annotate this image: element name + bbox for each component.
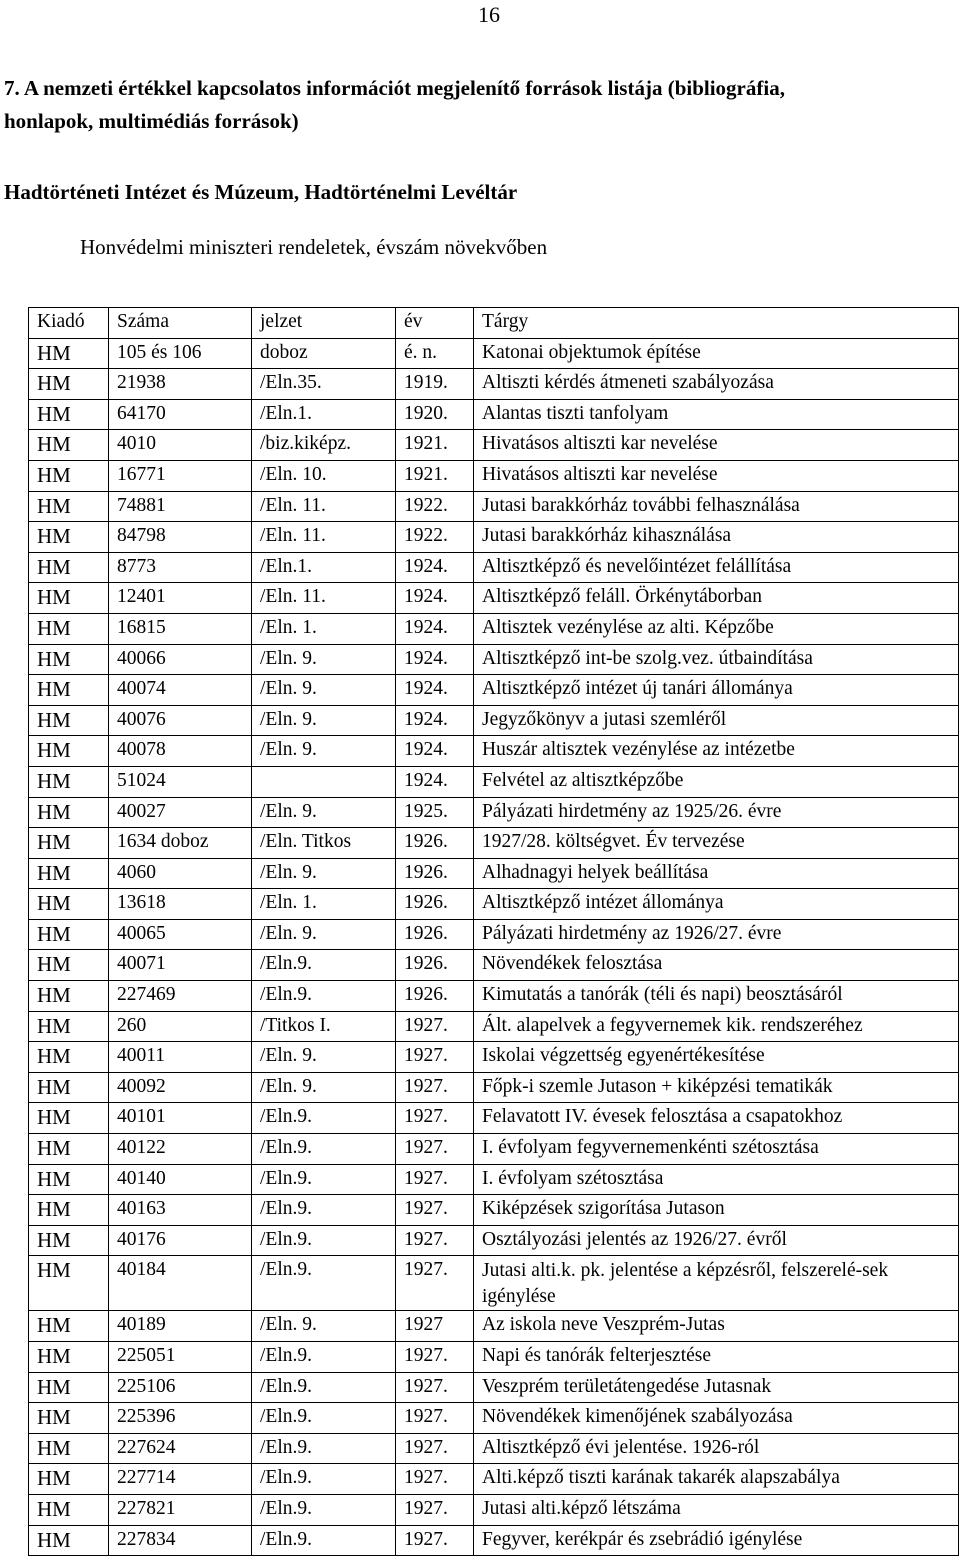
cell-targy: Pályázati hirdetmény az 1926/27. évre: [474, 919, 959, 950]
cell-szama: 51024: [109, 766, 252, 797]
cell-ev: 1927.: [396, 1164, 474, 1195]
cell-targy: Az iskola neve Veszprém-Jutas: [474, 1311, 959, 1342]
header-szama: Száma: [109, 308, 252, 339]
cell-jelzet: /Eln.9.: [252, 1164, 396, 1195]
cell-targy: Altisztképző int-be szolg.vez. útbaindítása: [474, 644, 959, 675]
cell-ev: 1924.: [396, 644, 474, 675]
cell-jelzet: /Eln. 9.: [252, 797, 396, 828]
cell-kiado: HM: [29, 1494, 109, 1525]
cell-ev: 1926.: [396, 981, 474, 1012]
cell-kiado: HM: [29, 1372, 109, 1403]
cell-szama: 227714: [109, 1464, 252, 1495]
cell-targy: Hivatásos altiszti kar nevelése: [474, 430, 959, 461]
cell-jelzet: /Eln.35.: [252, 369, 396, 400]
cell-ev: 1921.: [396, 460, 474, 491]
cell-targy: Altisztképző és nevelőintézet felállítása: [474, 552, 959, 583]
cell-szama: 21938: [109, 369, 252, 400]
table-row: [29, 1494, 959, 1525]
cell-szama: 225051: [109, 1342, 252, 1373]
cell-targy: Altisztképző intézet új tanári állománya: [474, 675, 959, 706]
cell-targy: Jutasi alti.k. pk. jelentése a képzésről, felszerelé-sek igénylése: [474, 1256, 959, 1311]
cell-jelzet: /Eln.9.: [252, 1403, 396, 1434]
table-row: [29, 1072, 959, 1103]
cell-ev: 1924.: [396, 552, 474, 583]
table-row: [29, 1403, 959, 1434]
cell-targy: Iskolai végzettség egyenértékesítése: [474, 1042, 959, 1073]
table-row: [29, 399, 959, 430]
cell-targy: I. évfolyam fegyvernemenkénti szétosztása: [474, 1134, 959, 1165]
cell-kiado: HM: [29, 1164, 109, 1195]
cell-kiado: HM: [29, 797, 109, 828]
cell-szama: 227834: [109, 1525, 252, 1556]
cell-kiado: HM: [29, 1103, 109, 1134]
cell-targy: Növendékek kimenőjének szabályozása: [474, 1403, 959, 1434]
header-targy: Tárgy: [474, 308, 959, 339]
cell-szama: 40101: [109, 1103, 252, 1134]
cell-ev: é. n.: [396, 338, 474, 369]
cell-szama: 225396: [109, 1403, 252, 1434]
cell-kiado: HM: [29, 644, 109, 675]
table-row: [29, 1464, 959, 1495]
cell-kiado: HM: [29, 369, 109, 400]
cell-kiado: HM: [29, 552, 109, 583]
cell-jelzet: /Eln.9.: [252, 1494, 396, 1525]
table-row: [29, 491, 959, 522]
cell-szama: 40078: [109, 736, 252, 767]
cell-kiado: HM: [29, 522, 109, 553]
cell-ev: 1926.: [396, 950, 474, 981]
cell-kiado: HM: [29, 705, 109, 736]
cell-ev: 1927: [396, 1311, 474, 1342]
cell-kiado: HM: [29, 1134, 109, 1165]
cell-kiado: HM: [29, 950, 109, 981]
cell-kiado: HM: [29, 675, 109, 706]
cell-szama: 64170: [109, 399, 252, 430]
cell-ev: 1924.: [396, 583, 474, 614]
table-row: [29, 1164, 959, 1195]
cell-ev: 1927.: [396, 1494, 474, 1525]
cell-szama: 84798: [109, 522, 252, 553]
cell-ev: 1922.: [396, 491, 474, 522]
cell-kiado: HM: [29, 1011, 109, 1042]
cell-kiado: HM: [29, 583, 109, 614]
table-row: [29, 338, 959, 369]
cell-jelzet: /Eln. 9.: [252, 1072, 396, 1103]
cell-ev: 1920.: [396, 399, 474, 430]
cell-targy: Kiképzések szigorítása Jutason: [474, 1195, 959, 1226]
table-row: [29, 613, 959, 644]
cell-kiado: HM: [29, 430, 109, 461]
cell-jelzet: /Eln.9.: [252, 1342, 396, 1373]
section-heading-line-1: 7. A nemzeti értékkel kapcsolatos információt megjelenítő források listája (bibliográfia,: [4, 76, 785, 100]
cell-jelzet: /Eln. 9.: [252, 858, 396, 889]
cell-szama: 4060: [109, 858, 252, 889]
table-row: [29, 644, 959, 675]
cell-szama: 13618: [109, 889, 252, 920]
cell-kiado: HM: [29, 889, 109, 920]
cell-targy: Jegyzőkönyv a jutasi szemléről: [474, 705, 959, 736]
cell-jelzet: /Eln.9.: [252, 1525, 396, 1556]
table-header-row: [29, 308, 959, 339]
table-row: [29, 522, 959, 553]
cell-kiado: HM: [29, 828, 109, 859]
cell-ev: 1927.: [396, 1525, 474, 1556]
cell-targy: Jutasi barakkórház további felhasználása: [474, 491, 959, 522]
cell-ev: 1924.: [396, 766, 474, 797]
cell-szama: 40122: [109, 1134, 252, 1165]
cell-targy: Altiszti kérdés átmeneti szabályozása: [474, 369, 959, 400]
header-kiado: Kiadó: [29, 308, 109, 339]
cell-kiado: HM: [29, 1433, 109, 1464]
table-caption: Honvédelmi miniszteri rendeletek, évszám növekvőben: [80, 235, 548, 259]
cell-jelzet: /Eln. 1.: [252, 613, 396, 644]
cell-ev: 1922.: [396, 522, 474, 553]
cell-kiado: HM: [29, 766, 109, 797]
cell-szama: 4010: [109, 430, 252, 461]
decree-table: [28, 307, 959, 1556]
cell-targy: Hivatásos altiszti kar nevelése: [474, 460, 959, 491]
table-row: [29, 1372, 959, 1403]
table-row: [29, 430, 959, 461]
cell-jelzet: /Eln. 11.: [252, 522, 396, 553]
table-row: [29, 1225, 959, 1256]
cell-jelzet: /Eln. 9.: [252, 1042, 396, 1073]
cell-ev: 1927.: [396, 1011, 474, 1042]
cell-targy: Növendékek felosztása: [474, 950, 959, 981]
cell-szama: 227469: [109, 981, 252, 1012]
cell-jelzet: /Eln.9.: [252, 1103, 396, 1134]
cell-ev: 1924.: [396, 675, 474, 706]
cell-jelzet: /Eln. 9.: [252, 705, 396, 736]
cell-targy: Kimutatás a tanórák (téli és napi) beosztásáról: [474, 981, 959, 1012]
cell-targy: I. évfolyam szétosztása: [474, 1164, 959, 1195]
cell-ev: 1927.: [396, 1433, 474, 1464]
cell-jelzet: /Eln. 9.: [252, 644, 396, 675]
cell-szama: 40184: [109, 1256, 252, 1311]
cell-jelzet: /Eln. Titkos: [252, 828, 396, 859]
cell-jelzet: /Eln.9.: [252, 1464, 396, 1495]
table-row: [29, 950, 959, 981]
cell-targy: Huszár altisztek vezénylése az intézetbe: [474, 736, 959, 767]
table-row: [29, 1256, 959, 1311]
cell-ev: 1927.: [396, 1134, 474, 1165]
cell-szama: 227624: [109, 1433, 252, 1464]
cell-jelzet: /Eln.9.: [252, 1256, 396, 1311]
cell-targy: Alantas tiszti tanfolyam: [474, 399, 959, 430]
cell-szama: 227821: [109, 1494, 252, 1525]
cell-jelzet: /Eln. 9.: [252, 675, 396, 706]
cell-jelzet: /Eln.1.: [252, 399, 396, 430]
cell-szama: 12401: [109, 583, 252, 614]
cell-ev: 1926.: [396, 858, 474, 889]
cell-jelzet: /Eln. 10.: [252, 460, 396, 491]
header-jelzet: jelzet: [252, 308, 396, 339]
cell-targy: Napi és tanórák felterjesztése: [474, 1342, 959, 1373]
cell-ev: 1925.: [396, 797, 474, 828]
cell-ev: 1927.: [396, 1103, 474, 1134]
header-ev: év: [396, 308, 474, 339]
cell-szama: 260: [109, 1011, 252, 1042]
cell-szama: 40065: [109, 919, 252, 950]
cell-szama: 40076: [109, 705, 252, 736]
cell-szama: 105 és 106: [109, 338, 252, 369]
table-row: [29, 766, 959, 797]
cell-targy: Pályázati hirdetmény az 1925/26. évre: [474, 797, 959, 828]
cell-targy: Alti.képző tiszti karának takarék alapszabálya: [474, 1464, 959, 1495]
cell-jelzet: /Eln.9.: [252, 1225, 396, 1256]
cell-targy: Felvétel az altisztképzőbe: [474, 766, 959, 797]
table-row: [29, 1433, 959, 1464]
cell-jelzet: /Eln.9.: [252, 1134, 396, 1165]
cell-kiado: HM: [29, 1464, 109, 1495]
cell-jelzet: /Eln.9.: [252, 1195, 396, 1226]
cell-targy: Osztályozási jelentés az 1926/27. évről: [474, 1225, 959, 1256]
cell-jelzet: /Eln. 9.: [252, 1311, 396, 1342]
cell-kiado: HM: [29, 1072, 109, 1103]
cell-targy: Altisztek vezénylése az alti. Képzőbe: [474, 613, 959, 644]
cell-targy: Főpk-i szemle Jutason + kiképzési tematikák: [474, 1072, 959, 1103]
cell-ev: 1926.: [396, 889, 474, 920]
cell-kiado: HM: [29, 338, 109, 369]
cell-szama: 40066: [109, 644, 252, 675]
table-row: [29, 1134, 959, 1165]
cell-szama: 40027: [109, 797, 252, 828]
cell-kiado: HM: [29, 981, 109, 1012]
table-row: [29, 828, 959, 859]
cell-ev: 1927.: [396, 1225, 474, 1256]
cell-jelzet: /Eln.9.: [252, 950, 396, 981]
cell-targy: Katonai objektumok építése: [474, 338, 959, 369]
cell-jelzet: /Eln. 9.: [252, 736, 396, 767]
cell-targy: Alhadnagyi helyek beállítása: [474, 858, 959, 889]
cell-szama: 40189: [109, 1311, 252, 1342]
table-row: [29, 981, 959, 1012]
table-row: [29, 797, 959, 828]
cell-kiado: HM: [29, 399, 109, 430]
cell-jelzet: /Eln.9.: [252, 1372, 396, 1403]
cell-kiado: HM: [29, 1042, 109, 1073]
cell-ev: 1921.: [396, 430, 474, 461]
cell-jelzet: /Titkos I.: [252, 1011, 396, 1042]
cell-szama: 40092: [109, 1072, 252, 1103]
cell-ev: 1927.: [396, 1464, 474, 1495]
page-number: 16: [478, 2, 500, 27]
table-body: [29, 338, 959, 1556]
cell-kiado: HM: [29, 1403, 109, 1434]
cell-ev: 1924.: [396, 613, 474, 644]
table-row: [29, 1311, 959, 1342]
cell-jelzet: /Eln. 11.: [252, 583, 396, 614]
table-row: [29, 705, 959, 736]
table-row: [29, 369, 959, 400]
institution-heading: Hadtörténeti Intézet és Múzeum, Hadtörténelmi Levéltár: [4, 180, 518, 204]
cell-ev: 1927.: [396, 1256, 474, 1311]
cell-kiado: HM: [29, 1525, 109, 1556]
cell-kiado: HM: [29, 460, 109, 491]
table-row: [29, 460, 959, 491]
section-heading: [4, 72, 954, 138]
cell-kiado: HM: [29, 1311, 109, 1342]
table-row: [29, 583, 959, 614]
cell-szama: 225106: [109, 1372, 252, 1403]
cell-jelzet: doboz: [252, 338, 396, 369]
cell-kiado: HM: [29, 736, 109, 767]
cell-targy: 1927/28. költségvet. Év tervezése: [474, 828, 959, 859]
section-heading-line-2: honlapok, multimédiás források): [4, 109, 299, 133]
cell-targy: Altisztképző évi jelentése. 1926-ról: [474, 1433, 959, 1464]
cell-szama: 74881: [109, 491, 252, 522]
cell-szama: 16815: [109, 613, 252, 644]
cell-jelzet: /Eln. 1.: [252, 889, 396, 920]
cell-ev: 1926.: [396, 919, 474, 950]
table-row: [29, 1011, 959, 1042]
cell-targy: Altisztképző feláll. Örkénytáborban: [474, 583, 959, 614]
cell-jelzet: /Eln.9.: [252, 1433, 396, 1464]
table-row: [29, 1525, 959, 1556]
table-row: [29, 889, 959, 920]
cell-kiado: HM: [29, 491, 109, 522]
cell-targy: Veszprém területátengedése Jutasnak: [474, 1372, 959, 1403]
cell-targy: Felavatott IV. évesek felosztása a csapatokhoz: [474, 1103, 959, 1134]
cell-targy: Fegyver, kerékpár és zsebrádió igénylése: [474, 1525, 959, 1556]
cell-targy: Jutasi alti.képző létszáma: [474, 1494, 959, 1525]
cell-targy: Jutasi barakkórház kihasználása: [474, 522, 959, 553]
cell-jelzet: /Eln.9.: [252, 981, 396, 1012]
cell-kiado: HM: [29, 858, 109, 889]
cell-jelzet: [252, 766, 396, 797]
table-row: [29, 552, 959, 583]
cell-szama: 40140: [109, 1164, 252, 1195]
cell-szama: 40163: [109, 1195, 252, 1226]
cell-szama: 40074: [109, 675, 252, 706]
cell-jelzet: /Eln. 9.: [252, 919, 396, 950]
cell-jelzet: /Eln. 11.: [252, 491, 396, 522]
cell-kiado: HM: [29, 1256, 109, 1311]
cell-ev: 1919.: [396, 369, 474, 400]
table-row: [29, 1342, 959, 1373]
table-row: [29, 858, 959, 889]
table-row: [29, 1195, 959, 1226]
table-row: [29, 1103, 959, 1134]
cell-kiado: HM: [29, 1342, 109, 1373]
cell-ev: 1926.: [396, 828, 474, 859]
cell-ev: 1927.: [396, 1195, 474, 1226]
cell-kiado: HM: [29, 919, 109, 950]
cell-ev: 1927.: [396, 1042, 474, 1073]
cell-kiado: HM: [29, 1225, 109, 1256]
table-row: [29, 736, 959, 767]
cell-szama: 40011: [109, 1042, 252, 1073]
cell-jelzet: /Eln.1.: [252, 552, 396, 583]
cell-szama: 16771: [109, 460, 252, 491]
table-row: [29, 919, 959, 950]
cell-targy: Ált. alapelvek a fegyvernemek kik. rendszeréhez: [474, 1011, 959, 1042]
cell-szama: 40176: [109, 1225, 252, 1256]
cell-ev: 1927.: [396, 1403, 474, 1434]
cell-kiado: HM: [29, 1195, 109, 1226]
cell-ev: 1924.: [396, 705, 474, 736]
table-row: [29, 675, 959, 706]
cell-szama: 40071: [109, 950, 252, 981]
cell-ev: 1924.: [396, 736, 474, 767]
cell-ev: 1927.: [396, 1342, 474, 1373]
cell-szama: 1634 doboz: [109, 828, 252, 859]
table-row: [29, 1042, 959, 1073]
cell-kiado: HM: [29, 613, 109, 644]
cell-jelzet: /biz.kiképz.: [252, 430, 396, 461]
cell-szama: 8773: [109, 552, 252, 583]
cell-ev: 1927.: [396, 1072, 474, 1103]
cell-ev: 1927.: [396, 1372, 474, 1403]
cell-targy: Altisztképző intézet állománya: [474, 889, 959, 920]
